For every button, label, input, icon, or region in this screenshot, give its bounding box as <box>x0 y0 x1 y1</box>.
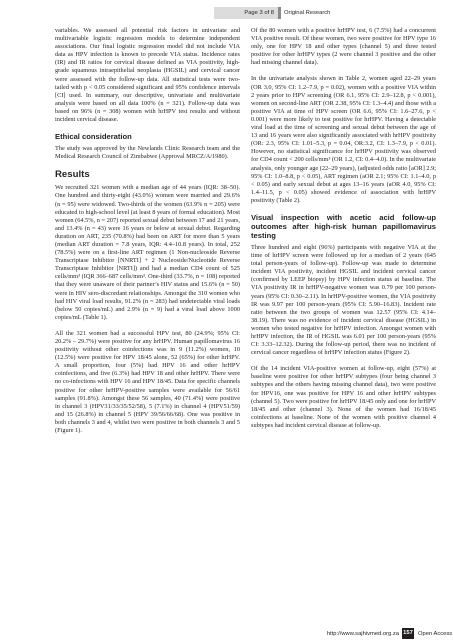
results-paragraph-4: In the univariate analysis shown in Table 2, women aged 22–29 years (OR 3.0, 95% CI: 1.2–7.9, p = 0.02), women with a positive VIA within 2 years prior to HPV screening (OR 6.1, 95% CI: 2.9–12.8, p < 0.001), women on second-line ART (OR 2.38, 95% CI: 1.3–4.4) and those with a positive VIA at time of HPV screen (OR 6.6, 95% CI: 1.6–27.6, p < 0.001) were more likely to test positive for hrHPV. Having a detectable viral load at the time of screening and sexual debut between the age of 13 and 16 years were also significantly associated with hrHPV positivity (OR: 2.3, 95% CI: 1.01–5.3, p = 0.04, OR:3.2, CI: 1.3–7.9, p < 0.01). However, no statistical significance for hrHPV positivity was observed for CD4 count < 200 cells/mm³ (OR 1.2, CI: 0.4–4.0). In the multivariate analysis, only younger age (22–29 years), (adjusted odds ratio [aOR] 2.9; 95% CI: 1.0–8.8, p < 0.05), ART regimen (aOR 2.1; 95% CI: 1.1–4.0, p < 0.05) and early sexual debut at ages 13–16 years (aOR 4.0, 95% CI: 1.4–11.5, p < 0.05) showed evidence of association with hrHPV positivity (Table 2). <box>251 75 436 204</box>
results-paragraph-1: We recruited 321 women with a median age of 44 years (IQR: 38–50). One hundred and thirty-eight (43.0%) women were married and 29.6% (n = 95) were widowed. Two-thirds of the women (63.9% n = 205) were educated to high-school level (at least 8 years of formal education). Most women (64.5%, n = 207) reported sexual debut between 17 and 21 years, and 13.4% (n = 43) were 16 years or below at sexual debut. Regarding duration on ART, 235 (70.8%) had been on ART for more than 5 years (median ART duration = 7.8 years, IQR: 4.4–10.8 years). In total, 252 (78.5%) were on a first-line ART regimen (1 Non-nucleoside Reverse Transcriptase Inhibitor [NNRTI] + 2 Nucleoside/Nucleotide Reverse Transcriptase Inhibitor [NRTI]) and had a median CD4 count of 525 cells/mm³ (IQR 366–687 cells/mm³. One-third (33.7%, n = 108) reported that they were unaware of their partner’s HIV status and 15.6% (n = 50) were in HIV sero-discordant relationships. Amongst the 310 women who had HIV viral load results, 91.2% (n = 283) had undetectable viral loads (below 50 copies/mL) and 2.9% (n = 9) had a viral load above 1000 copies/mL (Table 1). <box>55 184 240 321</box>
results-paragraph-2: All the 321 women had a successful HPV test, 80 (24.9%; 95% CI: 20.2% – 29.7%) were positive for any hrHPV. Human papillomavirus 16 positivity without other coinfections was in 9 (11.2%) women, 10 (12.5%) were positive for HPV 18/45 alone, 52 (65%) for other hrHPV. A small proportion, four (5%) had HPV 16 and other hrHPV coinfections, and five (6.3%) had HPV 18 and other hrHPV. There were no co-infections with HPV 16 and HPV 18/45. Data for specific channels positive for other hrHPV-positive samples were available for 56/61 samples (91.8%). Amongst these 56 samples, 40 (71.4%) were positive in channel 3 (HPV31/33/35/52/58), 5 (7.1%) in channel 4 (HPV51/59) and 15 (26.8%) in channel 5 (HPV 39/56/66/68). One was positive in both channels 3 and 4, whilst two were positive in both channels 3 and 5 (Figure 1). <box>55 329 240 435</box>
open-access-label: Open Access <box>418 631 453 637</box>
followup-paragraph-1: Three hundred and eight (96%) participants with negative VIA at the time of hrHPV screen were followed up for a median of 2 years (645 total person-years of follow-up). Follow-up was made to determine incident VIA positivity, incident HGSIL and incident cervical cancer (confirmed by LEEP biopsy) by HPV infection status at baseline. The VIA positivity IR in hrHPV-negative women was 0.79 per 100 person-years (95% CI: 0.30–2.11). In hrHPV-positive women, the VIA positivity IR was 9.97 per 100 person-years (95% CI: 5.90–16.83). Incident rate ratio between the two groups of women was 12.57 (95% CI: 4.14–38.19). There was no evidence of incident cervical disease (HGSIL) in women who tested negative for hrHPV infection. Amongst women with hrHPV infection, the IR of HGSIL was 6.01 per 100 person-years (95% CI: 3.33–12.32). During the follow-up period, there was no incident of cervical cancer regardless of hrHPV infection status (Figure 2). <box>251 243 436 357</box>
page-indicator: Page 3 of 8 <box>214 7 278 19</box>
left-column <box>55 27 240 443</box>
journal-url-link[interactable]: http://www.sajhivmed.org.za <box>326 631 399 637</box>
results-paragraph-3: Of the 80 women with a positive hrHPV test, 6 (7.5%) had a concurrent VIA positive result. Of these women, two were positive for HPV type 16 only, one for HPV 18 and other types (channel 5) and three tested positive for other hrHPV types (2 were channel 3 positive and the other had missing channel data). <box>251 27 436 67</box>
ethics-heading: Ethical consideration <box>55 132 132 142</box>
ethics-paragraph: The study was approved by the Newlands Clinic Research team and the Medical Research Council of Zimbabwe (Approval MRCZ/A/1980). <box>55 145 240 161</box>
followup-paragraph-2: Of the 14 incident VIA-positive women at follow-up, eight (57%) at baseline were positive for other hrHPV subtypes (four being channel 3 subtypes and the others having missing channel data), two were positive for HPV16, one was positive for HPV 16 and other hrHPV subtypes (channel 5). Two were positive for hrHPV 18/45 only and one for hrHPV 18/45 and other (channel 3). None of the women had 16/18/45 coinfections at baseline. None of the women with positive channel 4 subtypes had incident cervical disease at follow-up. <box>251 365 436 429</box>
methods-paragraph: variables. We assessed all potential risk factors in univariate and multivariable logistic regression models to determine independent associations. Our final logistic regression model did not include VIA data as HPV infection is known to precede VIA status. Incidence rates (IR) and IR ratios for cervical disease defined as VIA positivity, high-grade squamous intraepithelial neoplasia (HGSIL) and cervical cancer were assessed with the follow-up data. All statistical tests were two-tailed with p < 0.05 considered significant and 95% confidence intervals [CI] used. In summary, our descriptive, univariate and multivariate analysis were based on all data 100% (n = 321). Follow-up data was based on 96% (n = 308) women with hrHPV test results and without incident cervical disease. <box>55 27 240 124</box>
section-label: Original Research <box>284 10 331 16</box>
right-column <box>251 27 436 438</box>
page-number: 157 <box>402 628 414 639</box>
results-heading: Results <box>55 169 90 181</box>
via-followup-heading: Visual inspection with acetic acid follow-up outcomes after high-risk human papillomavirus testing <box>251 212 436 240</box>
header-divider <box>278 7 281 19</box>
